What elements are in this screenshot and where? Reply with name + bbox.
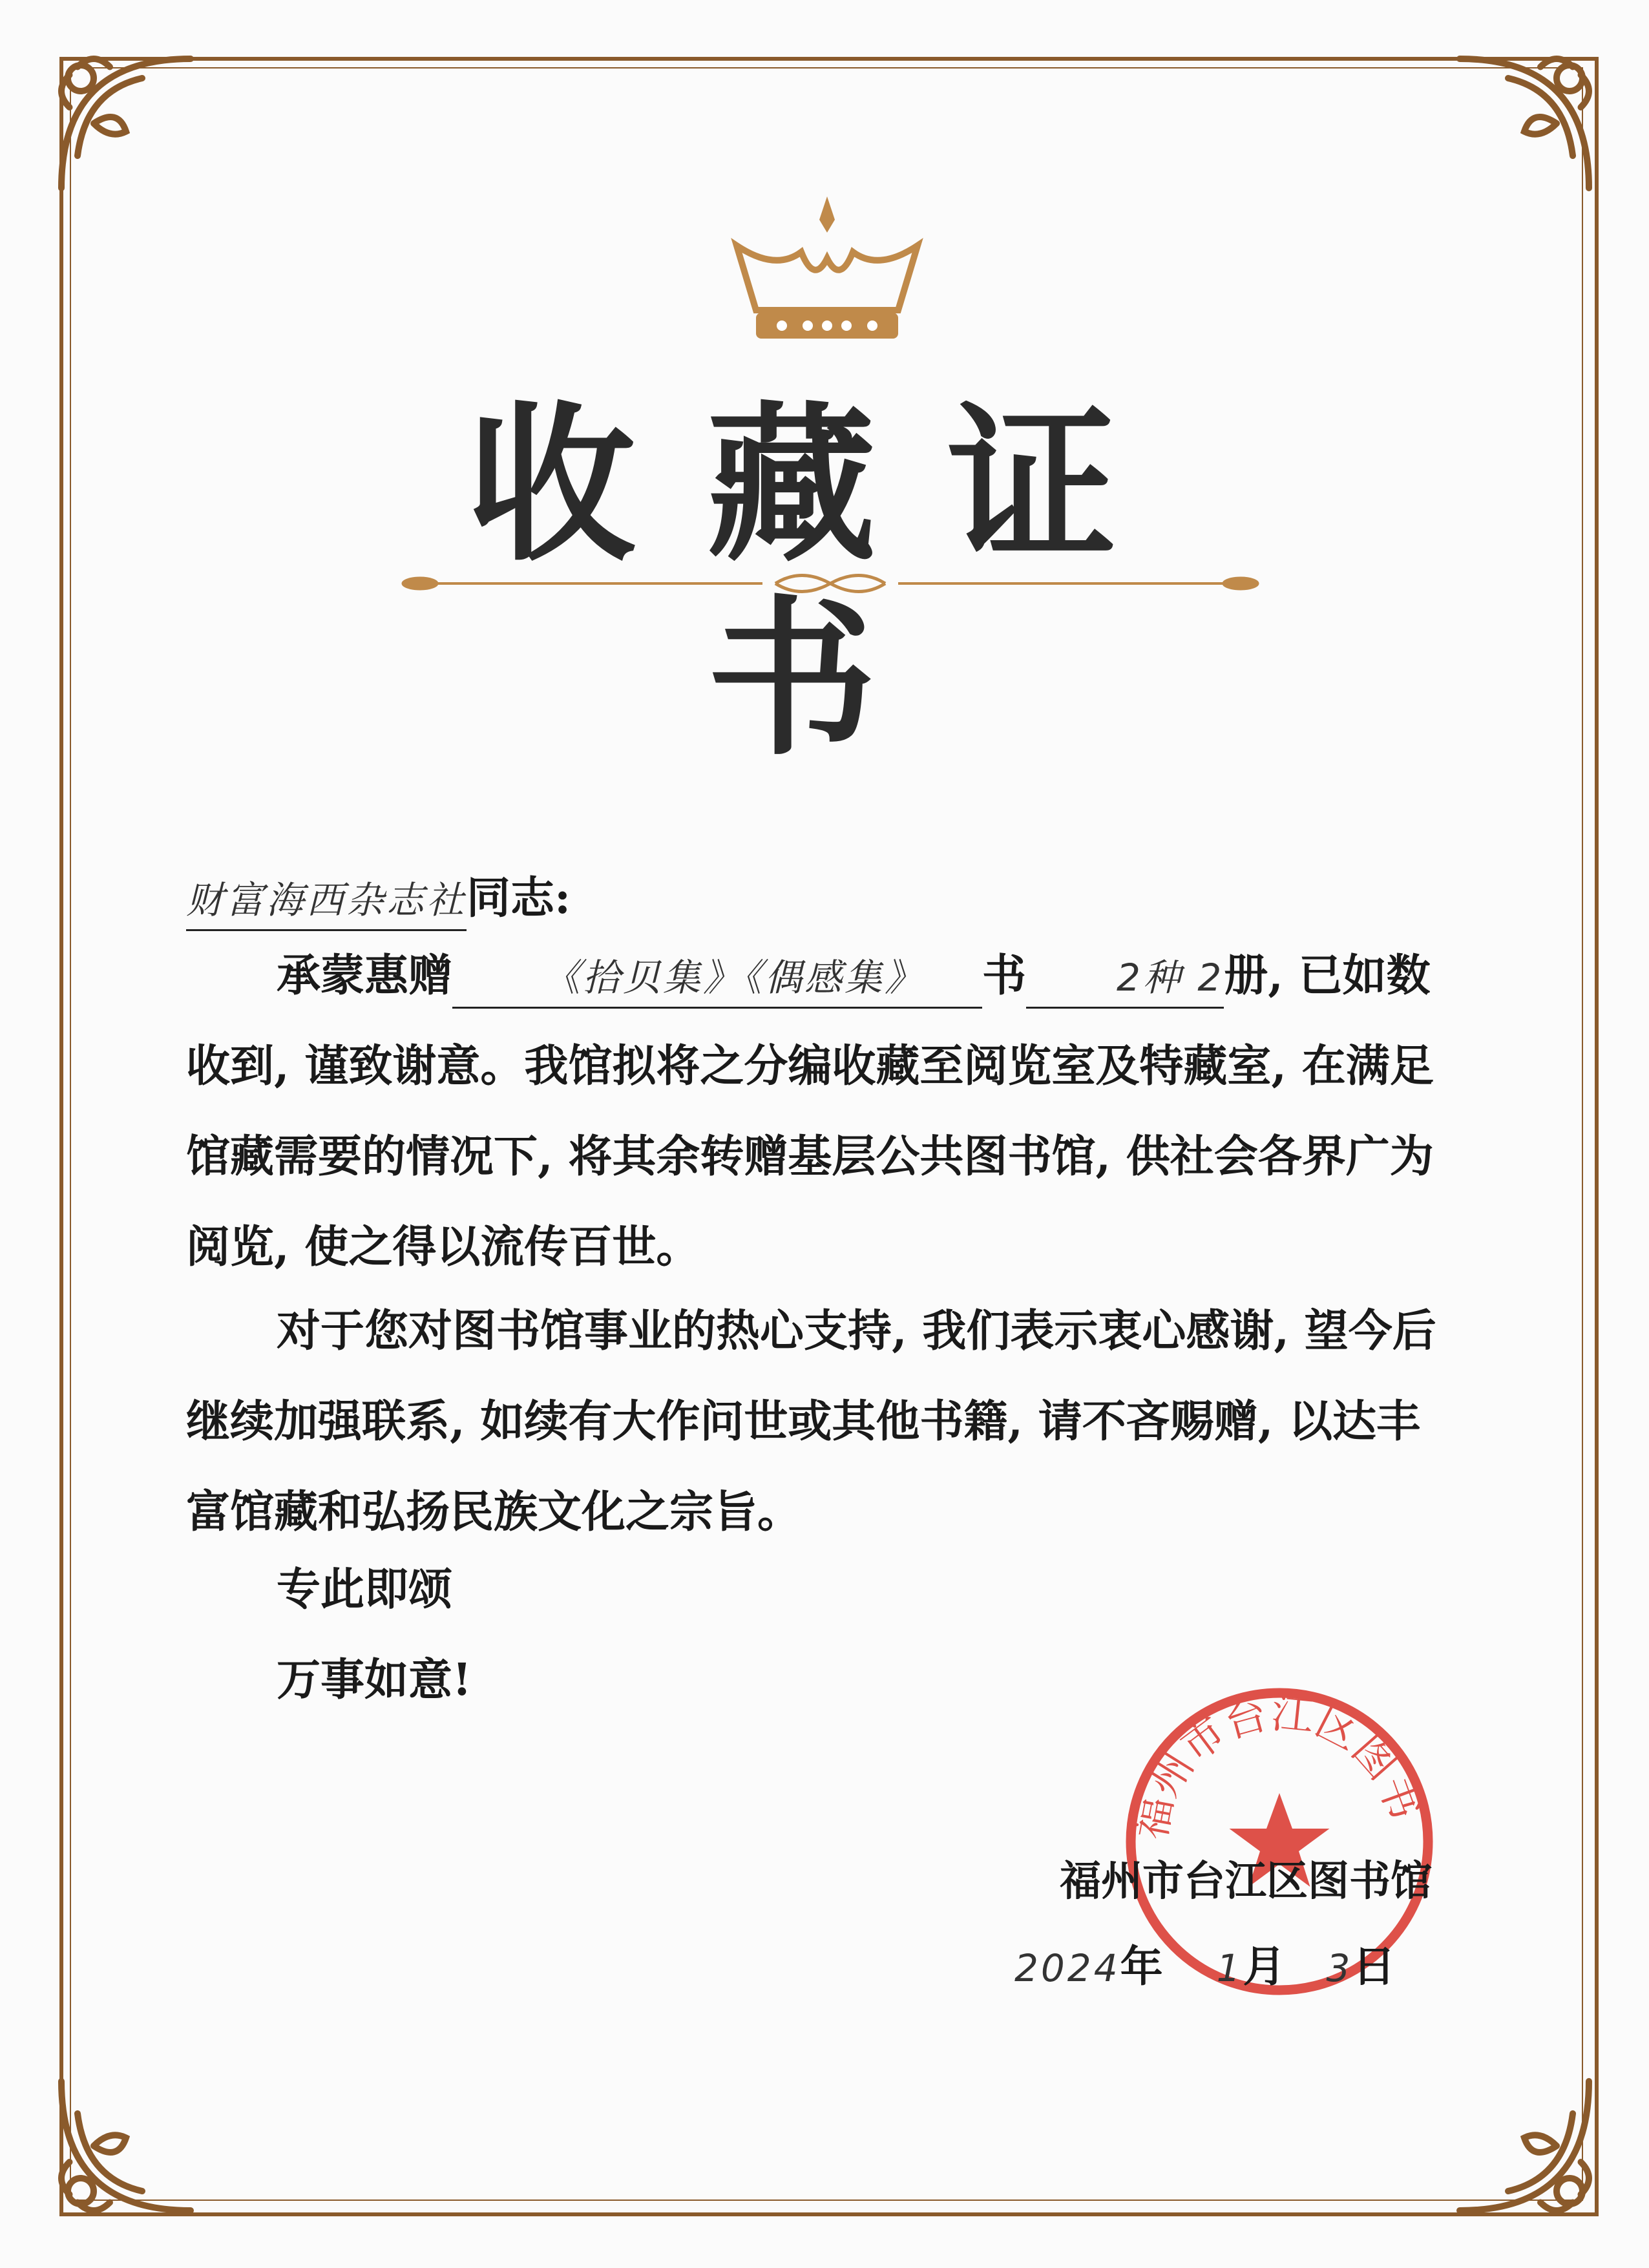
date-day-handwritten: 3 — [1326, 1946, 1353, 1990]
issuer-name: 福州市台江区图书馆 — [1060, 1857, 1432, 1906]
corner-ornament-top-right — [1444, 43, 1605, 204]
corner-ornament-top-left — [45, 43, 207, 204]
recipient-suffix: 同志: — [467, 872, 571, 924]
date-year-label: 年 — [1120, 1941, 1163, 1991]
paragraph-thanks: 对于您对图书馆事业的热心支持, 我们表示衷心感谢, 望今后继续加强联系, 如续有大作问世或其他书籍, 请不吝赐赠, 以达丰富馆藏和弘扬民族文化之宗旨。 — [186, 1305, 1436, 1538]
crown-icon — [724, 194, 930, 355]
para1-rest: 册, 已如数收到, 谨致谢意。我馆拟将之分编收藏至阅览室及特藏室, 在满足馆藏需要的情况下, 将其余转赠基层公共图书馆, 供社会各界广为阅览, 使之得以流传百世。 — [186, 950, 1434, 1273]
closing-salutation: 专此即颂 — [277, 1564, 453, 1615]
svg-text:福州市台江区图书馆: 福州市台江区图书 — [1127, 1688, 1429, 1843]
book-count-handwritten: 2种 2 — [1026, 949, 1224, 1009]
corner-ornament-bottom-left — [45, 2065, 207, 2227]
recipient-line — [186, 853, 1459, 943]
date-year-handwritten: 2024 — [1014, 1946, 1120, 1990]
date-month-handwritten: 1 — [1216, 1946, 1243, 1990]
para1-prefix: 承蒙惠赠 — [277, 950, 453, 1002]
corner-ornament-bottom-right — [1444, 2065, 1605, 2227]
closing-wishes: 万事如意! — [277, 1654, 472, 1706]
date-month-label: 月 — [1243, 1941, 1286, 1991]
certificate-title: 收藏证书 — [467, 385, 1188, 778]
issue-date — [1014, 1932, 1395, 1993]
recipient-name-handwritten: 财富海西杂志社 — [186, 871, 467, 931]
date-day-label: 日 — [1352, 1941, 1396, 1991]
paragraph-acknowledgement — [186, 930, 1459, 1292]
books-title-handwritten: 《拾贝集》《偶感集》 — [452, 949, 982, 1009]
para1-book-word: 书 — [982, 950, 1027, 1002]
title-divider-ornament — [401, 554, 1260, 613]
